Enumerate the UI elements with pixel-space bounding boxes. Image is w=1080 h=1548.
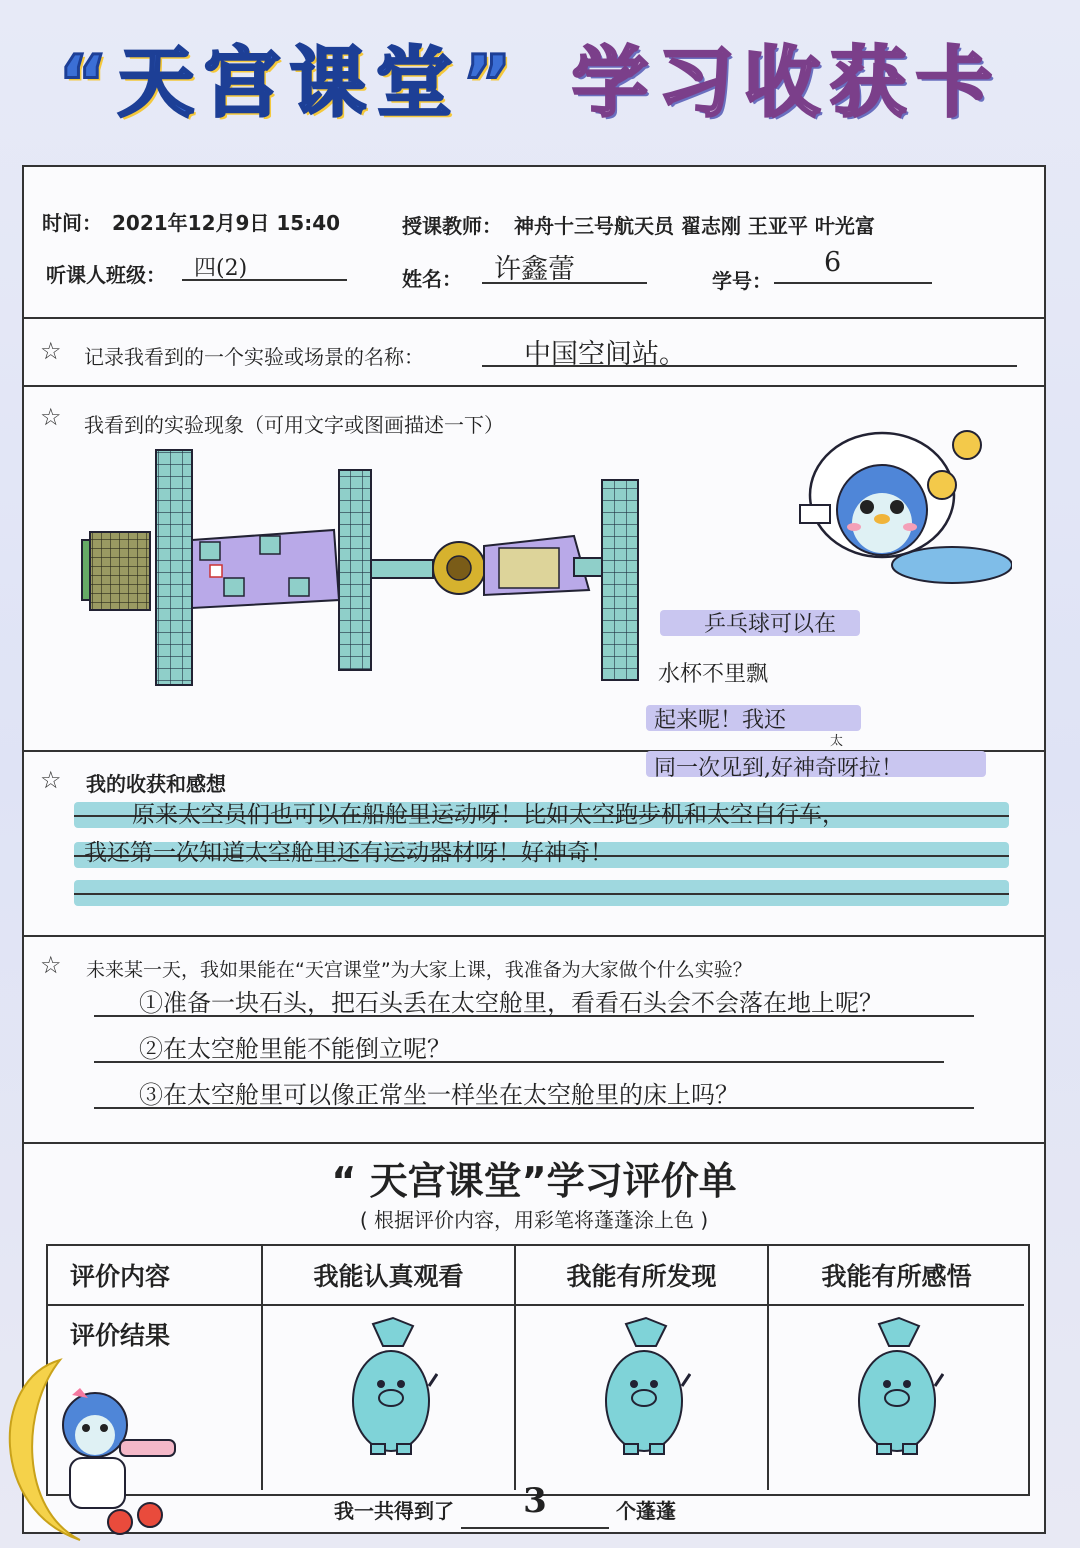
q4-label: 未来某一天，我如果能在“天宫课堂”为大家上课，我准备为大家做个什么实验？ bbox=[86, 959, 752, 981]
phenomenon-line: 起来呢！我还 bbox=[654, 708, 787, 733]
future-idea-line: ②在太空舱里能不能倒立呢？ bbox=[139, 1035, 451, 1063]
q1-underline bbox=[482, 365, 1017, 367]
class-value: 四(2) bbox=[194, 256, 248, 281]
future-idea-line: ①准备一块石头，把石头丢在太空舱里，看看石头会不会落在地上呢？ bbox=[139, 989, 883, 1017]
total-blank bbox=[461, 1481, 609, 1529]
class-underline bbox=[182, 279, 347, 281]
future-experiment-section bbox=[24, 935, 1044, 1144]
header-result-cell: 评价结果 bbox=[48, 1306, 263, 1490]
card-title bbox=[0, 22, 1080, 127]
time-value: 2021年12月9日 15:40 bbox=[112, 211, 341, 235]
q1-label: 记录我看到的一个实验或场景的名称： bbox=[84, 345, 424, 369]
evaluation-subtitle: ( 根据评价内容，用彩笔将蓬蓬涂上色 ) bbox=[359, 1208, 709, 1232]
star-icon: ☆ bbox=[40, 403, 62, 431]
star-icon: ☆ bbox=[40, 951, 62, 979]
column-header: 我能认真观看 bbox=[263, 1246, 516, 1306]
q1-answer: 中国空间站。 bbox=[524, 339, 686, 370]
name-underline bbox=[482, 282, 647, 284]
star-icon: ☆ bbox=[40, 337, 62, 365]
pengpeng-icon bbox=[343, 1316, 438, 1456]
pengpeng-icon bbox=[849, 1316, 944, 1456]
learning-card bbox=[22, 165, 1046, 1534]
phenomenon-line: 同一次见到,好神奇呀拉！ bbox=[654, 756, 903, 781]
star-icon: ☆ bbox=[40, 766, 62, 794]
total-suffix: 个蓬蓬 bbox=[615, 1499, 676, 1523]
result-cell bbox=[263, 1306, 516, 1490]
q2-label: 我看到的实验现象（可用文字或图画描述一下） bbox=[84, 413, 504, 437]
column-header: 我能有所感悟 bbox=[769, 1246, 1024, 1306]
title-purple: 学习收获卡 bbox=[572, 38, 1002, 127]
phenomenon-line: 乒乓球可以在 bbox=[704, 612, 837, 637]
q3-label: 我的收获和感想 bbox=[86, 772, 226, 796]
number-value: 6 bbox=[824, 247, 842, 278]
class-label: 听课人班级： bbox=[46, 263, 166, 287]
total-prefix: 我一共得到了 bbox=[334, 1499, 454, 1523]
reflection-line: 我还第一次知道太空舱里还有运动器材呀！好神奇！ bbox=[84, 840, 613, 866]
header-content-cell: 评价内容 bbox=[48, 1246, 263, 1306]
space-station-drawing bbox=[74, 440, 644, 700]
info-section bbox=[24, 167, 1044, 319]
total-count bbox=[334, 1481, 676, 1529]
evaluation-title: “ 天宫课堂”学习评价单 bbox=[331, 1159, 737, 1203]
column-header: 我能有所发现 bbox=[516, 1246, 769, 1306]
name-label: 姓名： bbox=[402, 267, 462, 291]
penguin-astronaut-illustration bbox=[792, 415, 1012, 595]
teacher-value: 神舟十三号航天员 翟志刚 王亚平 叶光富 bbox=[514, 214, 875, 238]
title-blue: “天宫课堂” bbox=[58, 38, 522, 127]
phenomenon-line: 水杯不里飘 bbox=[658, 662, 769, 687]
number-underline bbox=[774, 282, 932, 284]
pengpeng-icon bbox=[596, 1316, 691, 1456]
writing-line bbox=[74, 893, 1009, 895]
teacher-label: 授课教师： bbox=[402, 214, 502, 238]
future-idea-line: ③在太空舱里可以像正常坐一样坐在太空舱里的床上吗？ bbox=[139, 1081, 739, 1109]
correction-mark: 太 bbox=[830, 734, 844, 749]
reflection-line: 原来太空员们也可以在船舱里运动呀！比如太空跑步机和太空自行车， bbox=[132, 802, 845, 828]
result-cell bbox=[516, 1306, 769, 1490]
total-value: 3 bbox=[523, 1481, 547, 1521]
phenomenon-section bbox=[24, 385, 1044, 781]
moon-penguin-illustration bbox=[0, 1340, 200, 1548]
name-value: 许鑫蕾 bbox=[494, 254, 575, 285]
result-cell bbox=[769, 1306, 1024, 1490]
experiment-name-section bbox=[24, 317, 1044, 387]
reflection-section bbox=[24, 750, 1044, 937]
time-label: 时间： bbox=[42, 211, 102, 235]
number-label: 学号： bbox=[712, 269, 772, 293]
